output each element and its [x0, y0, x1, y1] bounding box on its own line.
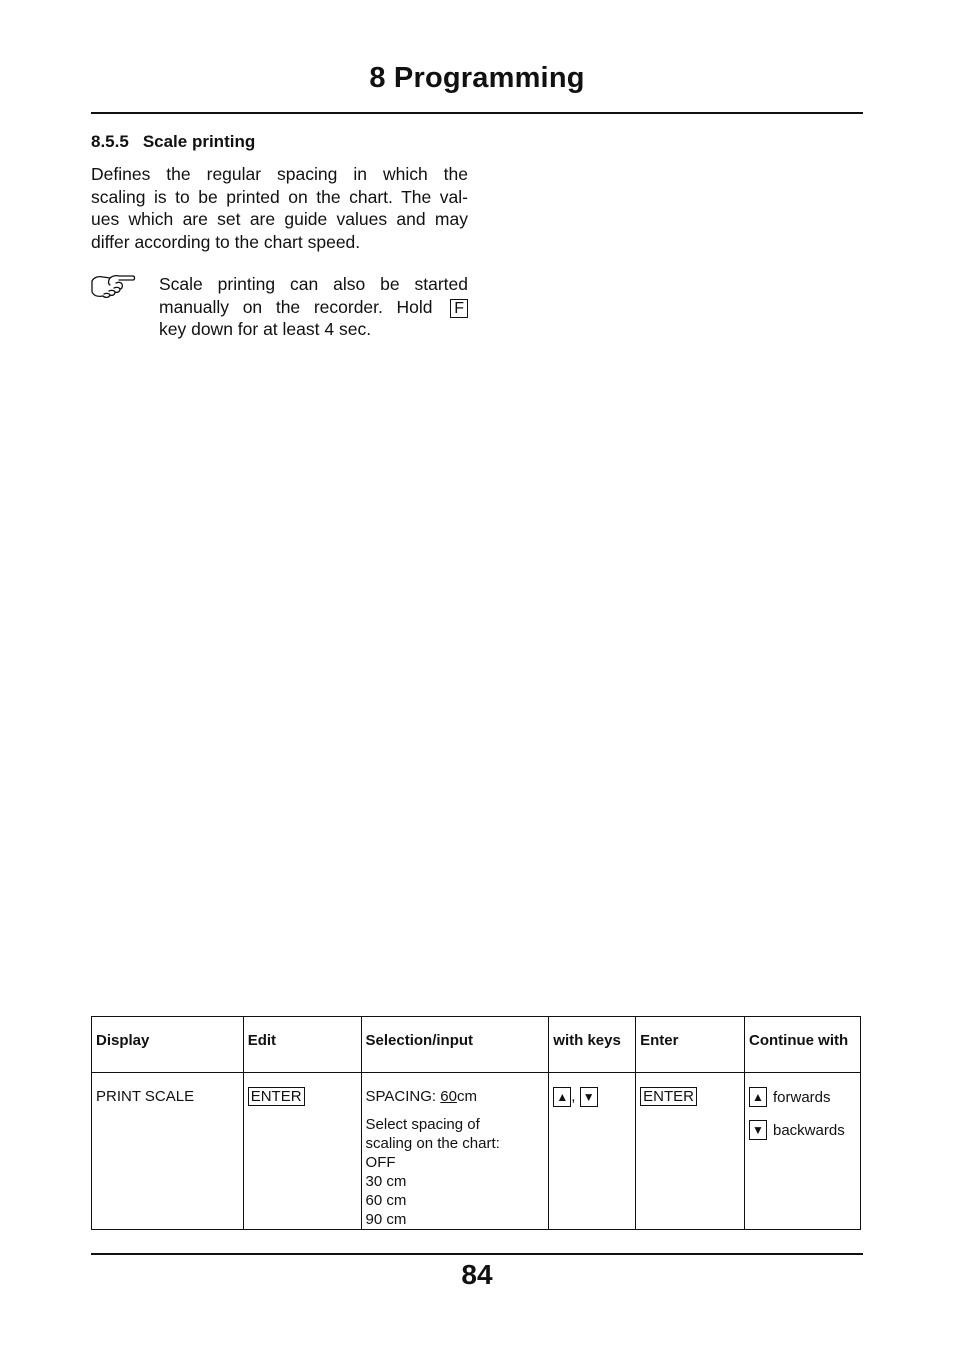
up-arrow-key-icon: ▲ — [749, 1087, 767, 1107]
spacing-label: SPACING: — [365, 1088, 437, 1105]
programming-table — [91, 1016, 861, 1230]
option-item: OFF — [365, 1154, 396, 1171]
paragraph-line: differ according to the chart speed. — [91, 231, 361, 252]
f-key: F — [450, 299, 468, 318]
spacing-value: 60 — [440, 1088, 457, 1105]
note-line: key down for at least 4 sec. — [159, 319, 372, 339]
spacing-unit: cm — [456, 1088, 477, 1105]
description-line: scaling on the chart: — [365, 1135, 500, 1152]
enter-key: ENTER — [640, 1087, 697, 1106]
header-display: Display — [92, 1017, 244, 1073]
paragraph-line: scaling is to be printed on the chart. The val- — [91, 186, 468, 207]
description-line: Select spacing of — [365, 1116, 480, 1133]
option-item: 60 cm — [365, 1192, 407, 1209]
forwards-label: forwards — [773, 1088, 831, 1106]
header-edit: Edit — [243, 1017, 361, 1073]
up-arrow-key-icon: ▲ — [553, 1087, 571, 1107]
section-heading — [91, 132, 255, 152]
continue-forwards — [749, 1087, 856, 1107]
keys-separator: , — [571, 1088, 576, 1105]
section-title: Scale printing — [142, 132, 256, 151]
selection-description — [366, 1115, 545, 1153]
page-title: 8 Programming — [369, 62, 585, 94]
continue-cell — [745, 1073, 861, 1230]
selection-cell — [361, 1073, 549, 1230]
paragraph-line: ues which are set are guide values and may — [91, 209, 468, 229]
down-arrow-key-icon: ▼ — [749, 1120, 767, 1140]
backwards-label: backwards — [773, 1121, 845, 1139]
section-paragraph — [91, 163, 468, 253]
table-row — [92, 1073, 861, 1230]
pointing-hand-icon — [90, 272, 136, 302]
page-number: 84 — [461, 1259, 493, 1290]
keys-cell — [549, 1073, 636, 1230]
enter-cell — [636, 1073, 745, 1230]
footer-rule — [91, 1253, 863, 1255]
enter-key: ENTER — [248, 1087, 305, 1106]
spacing-setting — [366, 1087, 545, 1106]
section-number: 8.5.5 — [91, 132, 129, 151]
note-line — [159, 296, 468, 319]
paragraph-line: Defines the regular spacing in which the — [91, 164, 468, 184]
header-rule — [91, 112, 863, 114]
note-line-text: manually on the recorder. Hold — [159, 296, 433, 317]
note-line: Scale printing can also be started — [159, 274, 468, 294]
note-text — [159, 273, 468, 341]
option-item: 30 cm — [365, 1173, 407, 1190]
header-selection: Selection/input — [361, 1017, 549, 1073]
edit-cell — [243, 1073, 361, 1230]
option-item: 90 cm — [365, 1211, 407, 1228]
continue-backwards — [749, 1120, 856, 1140]
display-cell: PRINT SCALE — [92, 1073, 244, 1230]
down-arrow-key-icon: ▼ — [580, 1087, 598, 1107]
header-keys: with keys — [549, 1017, 636, 1073]
header-enter: Enter — [636, 1017, 745, 1073]
table-header-row — [92, 1017, 861, 1073]
header-continue: Continue with — [745, 1017, 861, 1073]
